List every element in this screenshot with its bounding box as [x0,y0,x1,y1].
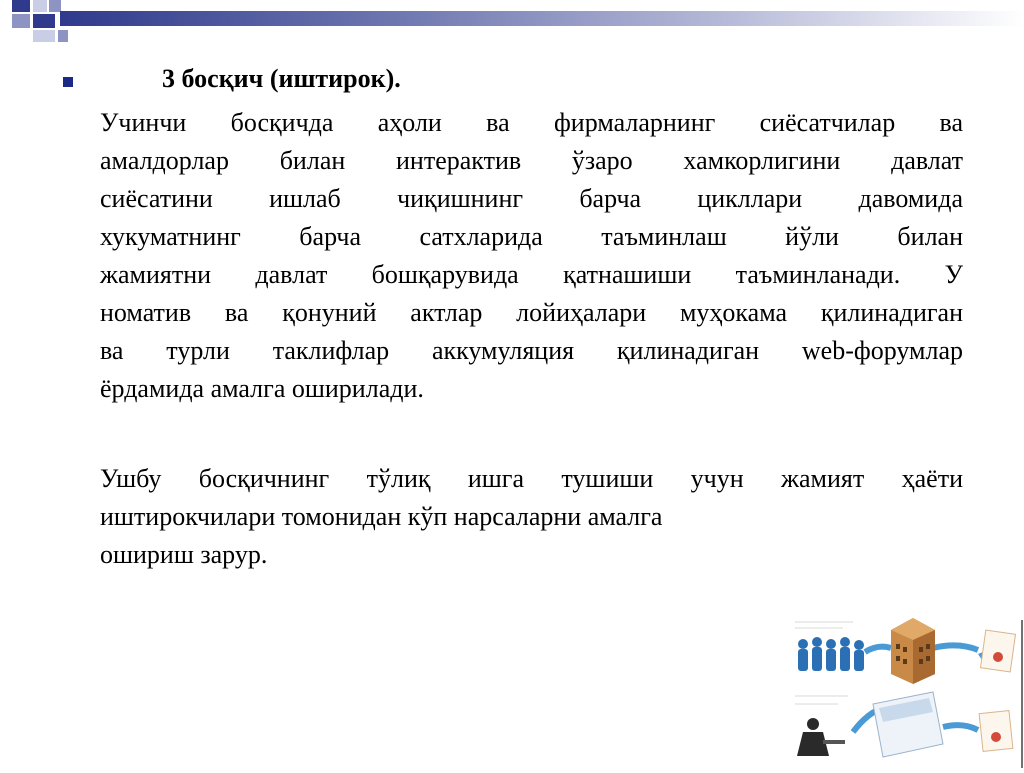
government-building-icon [891,618,935,684]
deco-square [12,14,30,28]
header-gradient-bar [60,11,1024,26]
paragraph-3: ошириш зарур. [100,540,268,569]
text-line: Ушбу босқичнинг тўлиқ ишга тушиши учун жамият ҳаёти [100,464,963,493]
deco-square [12,0,30,12]
text-line: иштирокчилари томонидан кўп нарсаларни амалга [100,502,663,531]
text-line: хукуматнинг барча сатхларида таъминлаш йўли билан [100,222,963,251]
square-bullet-icon [63,77,73,87]
people-group-icon [798,637,864,671]
text-line: Учинчи босқичда аҳоли ва фирмаларнинг сиёсатчилар ва [100,108,963,137]
deco-square [33,14,55,28]
text-line: жамиятни давлат бошқарувида қатнашиши таъминланади. У [100,260,963,289]
computer-user-icon [797,718,845,756]
computer-screen-icon [873,692,943,757]
deco-square [33,0,47,12]
e-government-illustration [793,612,1024,768]
slide-heading: 3 босқич (иштирок). [162,64,401,93]
paragraph-2 [100,460,963,536]
paragraph-1 [100,104,963,408]
document-icon [979,630,1015,751]
decorative-header-bar [0,0,1024,42]
text-line: ва турли таклифлар аккумуляция қилинадиган web-форумлар [100,336,963,365]
deco-square [58,30,68,42]
illustration-svg [793,612,1024,768]
text-line: сиёсатини ишлаб чиқишнинг барча цикллари давомида [100,184,963,213]
text-line: ёрдамида амалга оширилади. [100,374,424,403]
deco-square [33,30,55,42]
text-line: амалдорлар билан интерактив ўзаро хамкорлигини давлат [100,146,963,175]
text-line: номатив ва қонуний актлар лойиҳалари муҳокама қилинадиган [100,298,963,327]
